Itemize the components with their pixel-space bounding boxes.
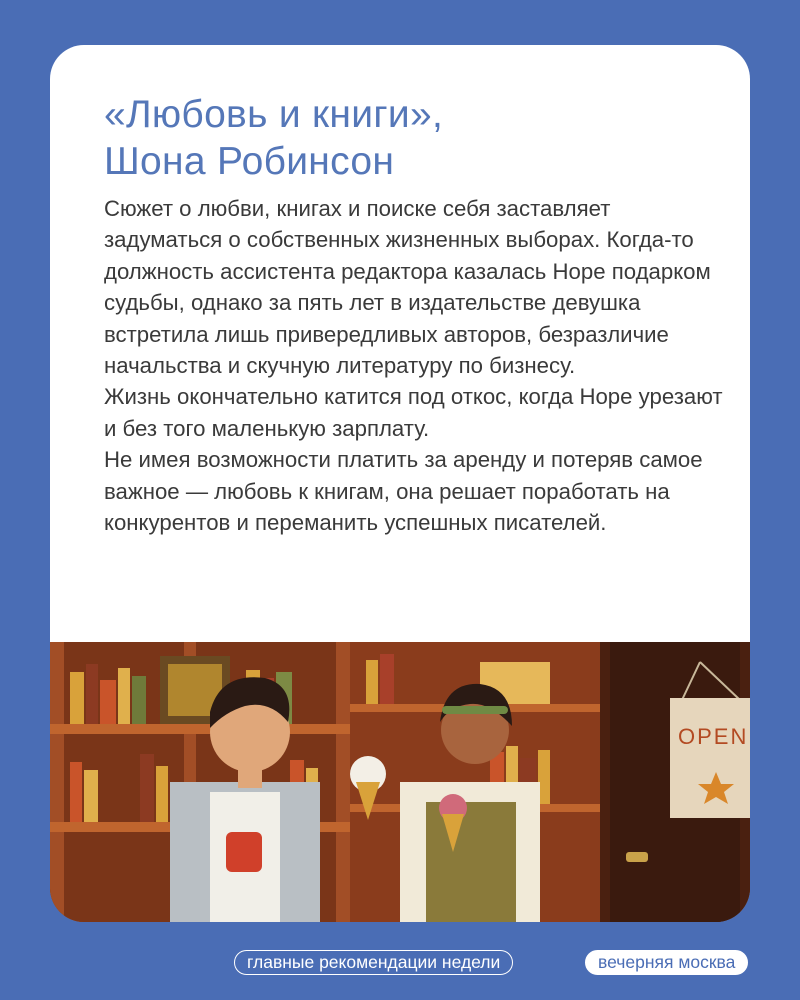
book-author-line: Шона Робинсон: [104, 140, 395, 183]
book-title: [104, 91, 443, 185]
illustration-svg: [50, 642, 750, 922]
description-paragraph: Сюжет о любви, книгах и поиске себя заставляет задуматься о собственных жизненных выборах. Когда-то должность ассистента редактора казалась Норе подарком судьбы, однако за пять лет в издательстве девушка встретила лишь привередливых авторов, безразличие начальства и скучную литературу по бизнесу.: [104, 196, 711, 379]
book-title-line-1: «Любовь и книги»,: [104, 93, 444, 136]
open-sign-text: OPEN: [678, 724, 749, 749]
description-paragraph: Не имея возможности платить за аренду и потеряв самое важное — любовь к книгам, она решает поработать на конкурентов и переманить успешных писателей.: [104, 447, 703, 536]
book-description: [104, 193, 724, 538]
brand-badge[interactable]: вечерняя москва: [585, 950, 748, 975]
book-illustration: [50, 642, 750, 922]
book-card: [50, 45, 750, 922]
description-paragraph: Жизнь окончательно катится под откос, когда Норе урезают и без того маленькую зарплату.: [104, 384, 723, 441]
weekly-recommendations-tag[interactable]: главные рекомендации недели: [234, 950, 513, 975]
